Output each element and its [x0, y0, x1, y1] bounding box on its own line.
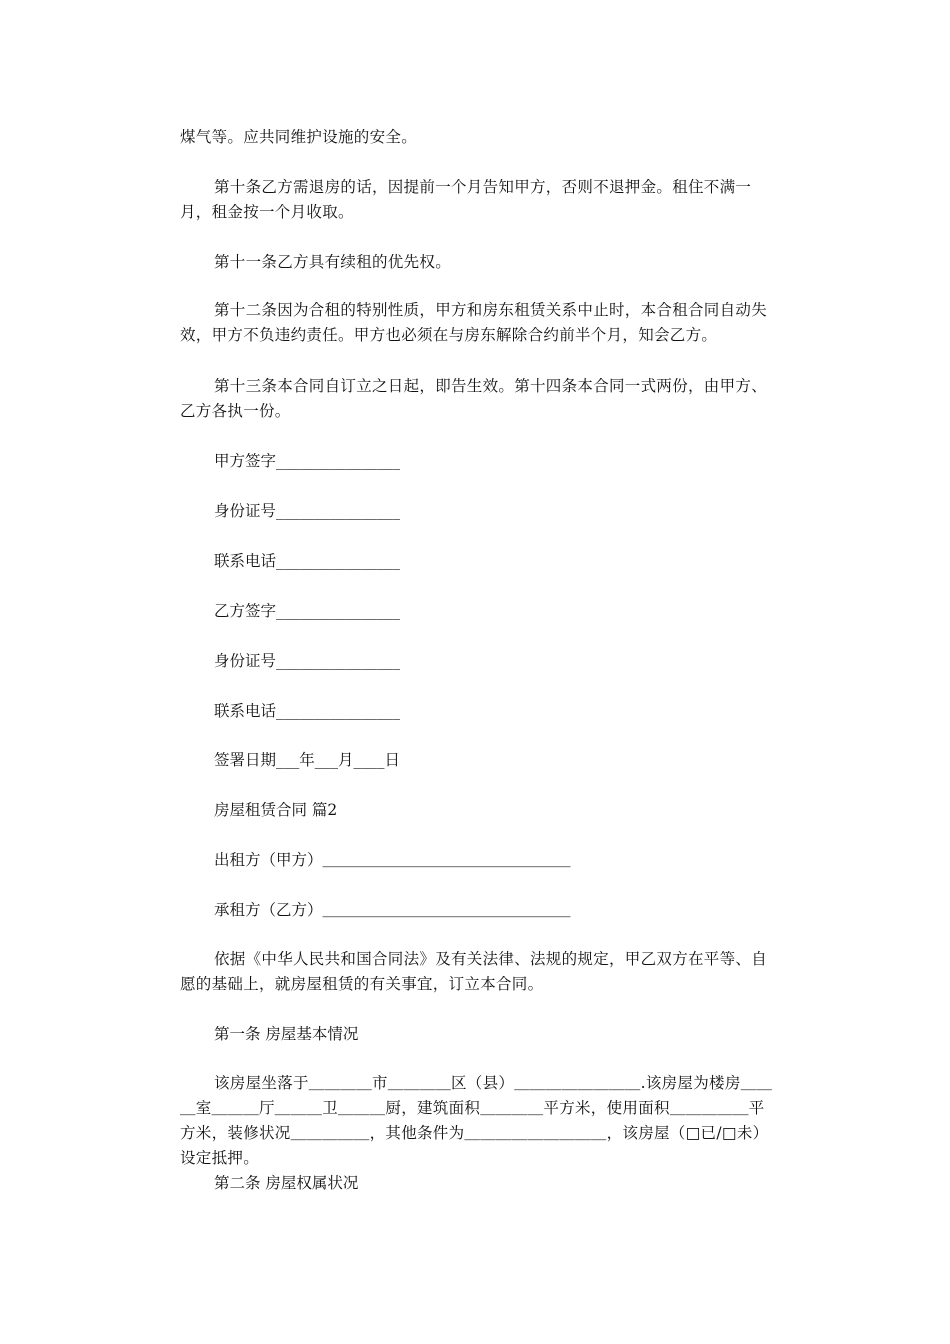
article-2-heading: 第二条 房屋权属状况	[214, 1174, 359, 1192]
lessee-line: 承租方（乙方）＿＿＿＿＿＿＿＿＿＿＿＿＿＿＿＿	[214, 901, 571, 919]
party-b-signature: 乙方签字________________	[214, 602, 401, 620]
party-b-id-number: 身份证号________________	[214, 652, 401, 670]
party-b-phone: 联系电话________________	[214, 702, 401, 720]
signing-date: 签署日期___年___月____日	[214, 751, 401, 769]
party-a-signature: 甲方签字________________	[214, 452, 401, 470]
lessor-line: 出租方（甲方）＿＿＿＿＿＿＿＿＿＿＿＿＿＿＿＿	[214, 851, 571, 869]
article-11: 第十一条乙方具有续租的优先权。	[214, 253, 452, 271]
party-a-id-number: 身份证号________________	[214, 502, 401, 520]
article-1-body: 该房屋坐落于＿＿＿＿市＿＿＿＿区（县）＿＿＿＿＿＿＿＿.该房屋为楼房＿＿＿室＿＿＿厅＿＿＿卫＿＿＿厨，建筑面积＿＿＿＿平方米，使用面积＿＿＿＿＿平方米，装修状况＿＿＿＿＿，其他条件为＿＿＿＿＿＿＿＿＿，该房屋（□已/□未）设定抵押。	[180, 1074, 773, 1167]
article-1-heading: 第一条 房屋基本情况	[214, 1025, 359, 1043]
article-13-14: 第十三条本合同自订立之日起，即告生效。第十四条本合同一式两份，由甲方、乙方各执一份。	[180, 377, 768, 420]
party-a-phone: 联系电话________________	[214, 552, 401, 570]
article-12: 第十二条因为合租的特别性质，甲方和房东租赁关系中止时，本合租合同自动失效，甲方不负违约责任。甲方也必须在与房东解除合约前半个月，知会乙方。	[180, 301, 768, 344]
paragraph-gas: 煤气等。应共同维护设施的安全。	[180, 128, 418, 146]
contract-basis: 依据《中华人民共和国合同法》及有关法律、法规的规定，甲乙双方在平等、自愿的基础上，就房屋租赁的有关事宜，订立本合同。	[180, 950, 768, 993]
article-10: 第十条乙方需退房的话，因提前一个月告知甲方，否则不退押金。租住不满一月，租金按一个月收取。	[180, 178, 752, 221]
contract-2-title: 房屋租赁合同 篇2	[214, 801, 338, 819]
